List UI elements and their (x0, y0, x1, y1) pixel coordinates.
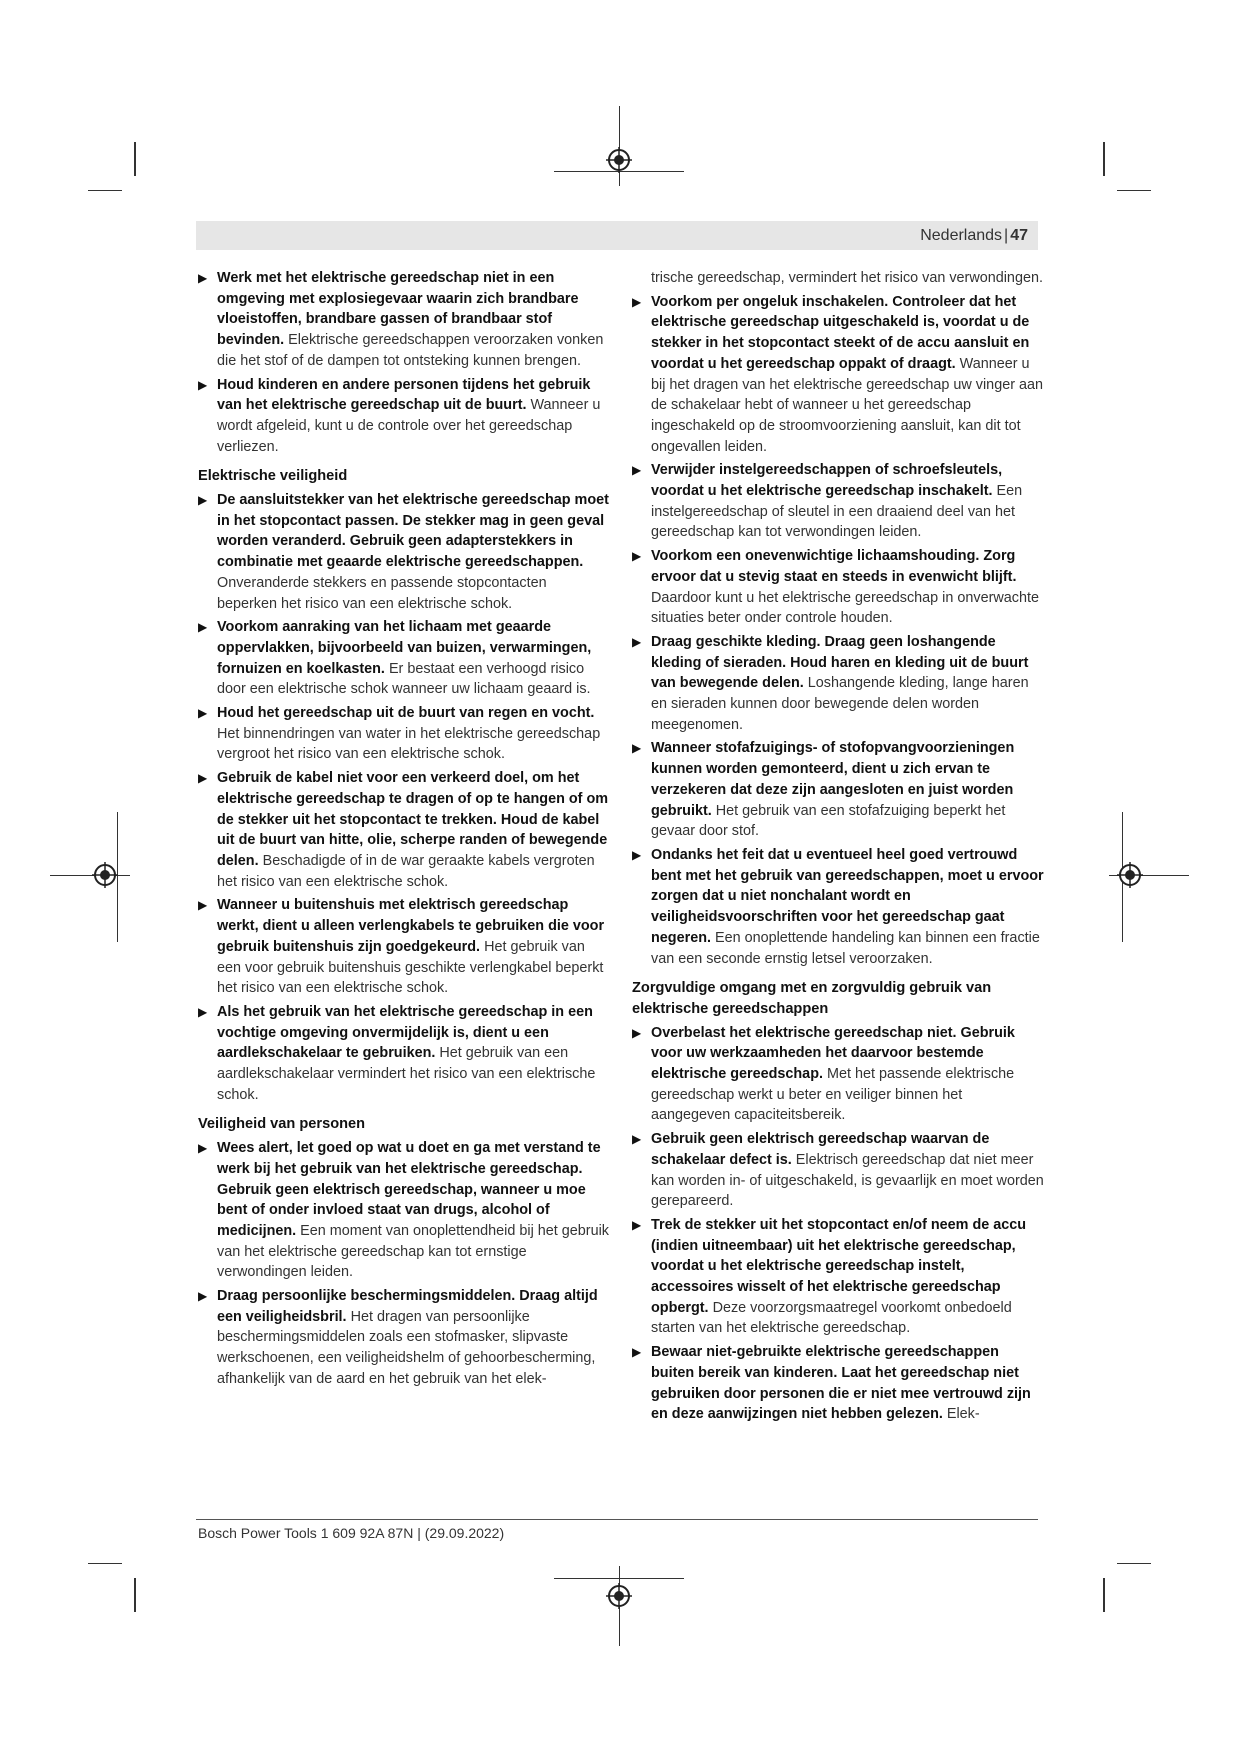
list-item (632, 632, 1044, 736)
bullet-triangle-icon: ▶ (198, 771, 208, 786)
item-text: Het dragen van persoonlijke beschermingsmiddelen zoals een stofmasker, slipvaste werkschoenen, een veiligheidshelm of gehoorbescherming, afhankelijk van de aard en het gebruik van het elek- (217, 1308, 596, 1387)
registration-target-icon (606, 1583, 632, 1609)
item-text: Het gebruik van een stofafzuiging beperkt het gevaar door stof. (651, 802, 1006, 840)
item-text: Daardoor kunt u het elektrische gereedschap in onverwachte situaties beter onder controle houden. (651, 589, 1039, 627)
list-item (198, 617, 610, 700)
bullet-triangle-icon: ▶ (198, 1289, 208, 1304)
bullet-triangle-icon: ▶ (632, 294, 642, 309)
bullet-triangle-icon: ▶ (198, 377, 208, 392)
item-bold-text: Draag geschikte kleding. Draag geen loshangende kleding of sieraden. Houd haren en kleding uit de buurt van bewegende delen. (651, 633, 1029, 692)
list-item (632, 546, 1044, 629)
section-heading: Zorgvuldige omgang met en zorgvuldig gebruik van elektrische gereedschappen (632, 980, 992, 1017)
registration-target-icon (606, 147, 632, 173)
item-bold-text: Houd kinderen en andere personen tijdens het gebruik van het elektrische gereedschap uit de buurt. (217, 376, 591, 414)
item-bold-text: Voorkom aanraking van het lichaam met geaarde oppervlakken, bijvoorbeeld van buizen, verwarmingen, fornuizen en koelkasten. (217, 619, 592, 677)
item-bold-text: Wanneer u buitenshuis met elektrisch gereedschap werkt, dient u alleen verlengkabels te gebruiken die voor gebruik buitenshuis zijn goedgekeurd. (217, 897, 605, 955)
crop-mark (1117, 1563, 1151, 1564)
list-item (198, 1138, 610, 1283)
bullet-triangle-icon: ▶ (198, 493, 208, 508)
item-text: Elek- (946, 1406, 980, 1423)
bullet-triangle-icon: ▶ (198, 706, 208, 721)
header-text: Nederlands | 47 (920, 227, 1028, 244)
list-item (632, 738, 1044, 842)
item-bold-text: Houd het gereedschap uit de buurt van regen en vocht. (217, 705, 595, 722)
list-item (632, 845, 1044, 969)
crop-mark (1103, 142, 1105, 176)
bullet-triangle-icon: ▶ (198, 1004, 208, 1019)
list-item (198, 703, 610, 765)
bullet-triangle-icon: ▶ (198, 898, 208, 913)
bullet-triangle-icon: ▶ (632, 1345, 642, 1360)
item-text: Wanneer u bij het dragen van het elektrische gereedschap uw vinger aan de schakelaar hebt of wanneer u het gereedschap ingeschakeld op de stroomvoorziening aansluit, kan dit tot ongevallen leiden. (651, 355, 1043, 455)
item-text: Beschadigde of in de war geraakte kabels vergroten het risico van een elektrische schok. (217, 852, 595, 890)
crop-mark (88, 190, 122, 191)
item-bold-text: Ondanks het feit dat u eventueel heel goed vertrouwd bent met het gebruik van gereedschappen, moet u ervoor zorgen dat u niet nonchalant wordt en veiligheidsvoorschriften voor het gereedschap gaat negeren. (651, 846, 1044, 946)
registration-target-icon (1117, 862, 1143, 888)
item-bold-text: Wees alert, let goed op wat u doet en ga met verstand te werk bij het gebruik van het elektrische gereedschap. Gebruik geen elektrisch gereedschap, wanneer u moe bent of onder invloed staat van drugs, alcohol of medicijnen. (217, 1140, 601, 1239)
registration-line (50, 875, 130, 876)
item-bold-text: Draag persoonlijke beschermingsmiddelen. Draag altijd een veiligheidsbril. (217, 1288, 598, 1325)
item-bold-text: Overbelast het elektrische gereedschap niet. Gebruik voor uw werkzaamheden het daarvoor bestemde elektrische gereedschap. (651, 1024, 1015, 1083)
list-item (198, 490, 610, 614)
list-item (632, 1215, 1044, 1339)
continued-text: trische gereedschap, vermindert het risico van verwondingen. (651, 270, 1043, 286)
item-text: Er bestaat een verhoogd risico door een elektrische schok wanneer uw lichaam geaard is. (217, 660, 591, 698)
bullet-triangle-icon: ▶ (198, 620, 208, 635)
item-text: Het gebruik van een voor gebruik buitenshuis geschikte verlengkabel beperkt het risico van een elektrische schok. (217, 938, 604, 997)
item-bold-text: Voorkom een onevenwichtige lichaamshouding. Zorg ervoor dat u stevig staat en steeds in evenwicht blijft. (651, 548, 1017, 585)
registration-target-icon (92, 862, 118, 888)
bullet-triangle-icon: ▶ (198, 271, 208, 285)
item-bold-text: Gebruik geen elektrisch gereedschap waarvan de schakelaar defect is. (651, 1131, 990, 1168)
list-item (198, 268, 610, 372)
list-item (198, 768, 610, 892)
footer-divider (196, 1519, 1038, 1520)
item-text: Wanneer u wordt afgeleid, kunt u de controle over het gereedschap verliezen. (217, 397, 601, 455)
item-bold-text: Verwijder instelgereedschappen of schroefsleutels, voordat u het elektrische gereedschap inschakelt. (651, 462, 1003, 500)
item-bold-text: Werk met het elektrische gereedschap niet in een omgeving met explosiegevaar waarin zich brandbare vloeistoffen, brandbare gassen of brandbaar stof bevinden. (217, 270, 579, 349)
crop-mark (1103, 1578, 1105, 1612)
crop-mark (88, 1563, 122, 1564)
crop-mark (134, 142, 136, 176)
item-text: Een onoplettende handeling kan binnen een fractie van een seconde ernstig letsel veroorzaken. (651, 929, 1040, 967)
list-item (632, 1129, 1044, 1212)
crop-mark (1117, 190, 1151, 191)
item-bold-text: Gebruik de kabel niet voor een verkeerd doel, om het elektrische gereedschap te dragen of op te hangen of om de stekker uit het stopcontact te trekken. Houd de kabel uit de buurt van hitte, olie, scherpe randen of bewegende delen. (217, 770, 609, 869)
item-bold-text: Voorkom per ongeluk inschakelen. Controleer dat het elektrische gereedschap uitgeschakeld is, voordat u de stekker in het stopcontact steekt of de accu aansluit en voordat u het gereedschap oppakt of draagt. (651, 293, 1030, 372)
left-column (198, 268, 610, 1393)
right-column (632, 268, 1044, 1428)
registration-line (554, 1578, 684, 1579)
page-header (196, 221, 1038, 250)
bullet-triangle-icon: ▶ (632, 741, 642, 756)
list-item (632, 1342, 1044, 1425)
section-heading: Elektrische veiligheid (198, 468, 348, 485)
crop-mark (134, 1578, 136, 1612)
item-text: Elektrisch gereedschap dat niet meer kan worden in- of uitgeschakeld, is gevaarlijk en moet worden gerepareerd. (651, 1151, 1044, 1210)
item-text: Loshangende kleding, lange haren en sieraden kunnen door bewegende delen worden meegenomen. (651, 675, 1029, 733)
bullet-triangle-icon: ▶ (632, 463, 642, 478)
list-item (198, 895, 610, 999)
item-bold-text: Wanneer stofafzuigings- of stofopvangvoorzieningen kunnen worden gemonteerd, dient u zich ervan te verzekeren dat deze zijn aangesloten en juist worden gebruikt. (651, 740, 1015, 819)
bullet-triangle-icon: ▶ (632, 1132, 642, 1147)
bullet-triangle-icon: ▶ (632, 634, 642, 649)
item-text: Onveranderde stekkers en passende stopcontacten beperken het risico van een elektrische schok. (217, 574, 547, 612)
item-text: Met het passende elektrische gereedschap werkt u beter en veiliger binnen het aangegeven capaciteitsbereik. (651, 1066, 1015, 1124)
registration-line (619, 106, 620, 186)
item-text: Een instelgereedschap of sleutel in een draaiend deel van het gereedschap kan tot verwondingen leiden. (651, 483, 1023, 541)
list-item (632, 292, 1044, 458)
header-language: Nederlands (920, 227, 1003, 244)
item-bold-text: Bewaar niet-gebruikte elektrische gereedschappen buiten bereik van kinderen. Laat het gereedschap niet gebruiken door personen die er niet mee vertrouwd zijn en deze aanwijzingen niet hebben gelezen. (651, 1344, 1031, 1423)
item-text: Het gebruik van een aardlekschakelaar vermindert het risico van een elektrische schok. (217, 1045, 596, 1103)
list-item (632, 1023, 1044, 1127)
item-text: Een moment van onoplettendheid bij het gebruik van het elektrische gereedschap kan tot ernstige verwondingen leiden. (217, 1222, 609, 1281)
bullet-triangle-icon: ▶ (198, 1141, 208, 1156)
page-number: 47 (1010, 227, 1028, 244)
bullet-triangle-icon: ▶ (632, 1217, 642, 1232)
list-item (198, 1002, 610, 1106)
list-item (198, 1286, 610, 1390)
list-item (632, 460, 1044, 543)
item-bold-text: Trek de stekker uit het stopcontact en/of neem de accu (indien uitneembaar) uit het elektrische gereedschap, voordat u het elektrische gereedschap instelt, accessoires wisselt of het elektrische gereedschap opbergt. (651, 1216, 1027, 1316)
bullet-triangle-icon: ▶ (632, 1025, 642, 1040)
section-heading: Veiligheid van personen (198, 1116, 366, 1133)
item-text: Het binnendringen van water in het elektrische gereedschap vergroot het risico van een elektrische schok. (217, 725, 601, 763)
bullet-triangle-icon: ▶ (632, 847, 642, 862)
item-text: Elektrische gereedschappen veroorzaken vonken die het stof of de dampen tot ontsteking kunnen brengen. (217, 332, 604, 369)
item-text: Deze voorzorgsmaatregel voorkomt onbedoeld starten van het elektrische gereedschap. (651, 1299, 1012, 1337)
bullet-triangle-icon: ▶ (632, 549, 642, 564)
list-item (198, 375, 610, 458)
item-bold-text: Als het gebruik van het elektrische gereedschap in een vochtige omgeving onvermijdelijk is, dient u een aardlekschakelaar te gebruiken. (217, 1003, 593, 1062)
item-bold-text: De aansluitstekker van het elektrische gereedschap moet in het stopcontact passen. De stekker mag in geen geval worden veranderd. Gebruik geen adapterstekkers in combinatie met geaarde elektrische gereedschappen. (217, 492, 609, 571)
page-footer: Bosch Power Tools 1 609 92A 87N | (29.09.2022) (198, 1525, 505, 1541)
